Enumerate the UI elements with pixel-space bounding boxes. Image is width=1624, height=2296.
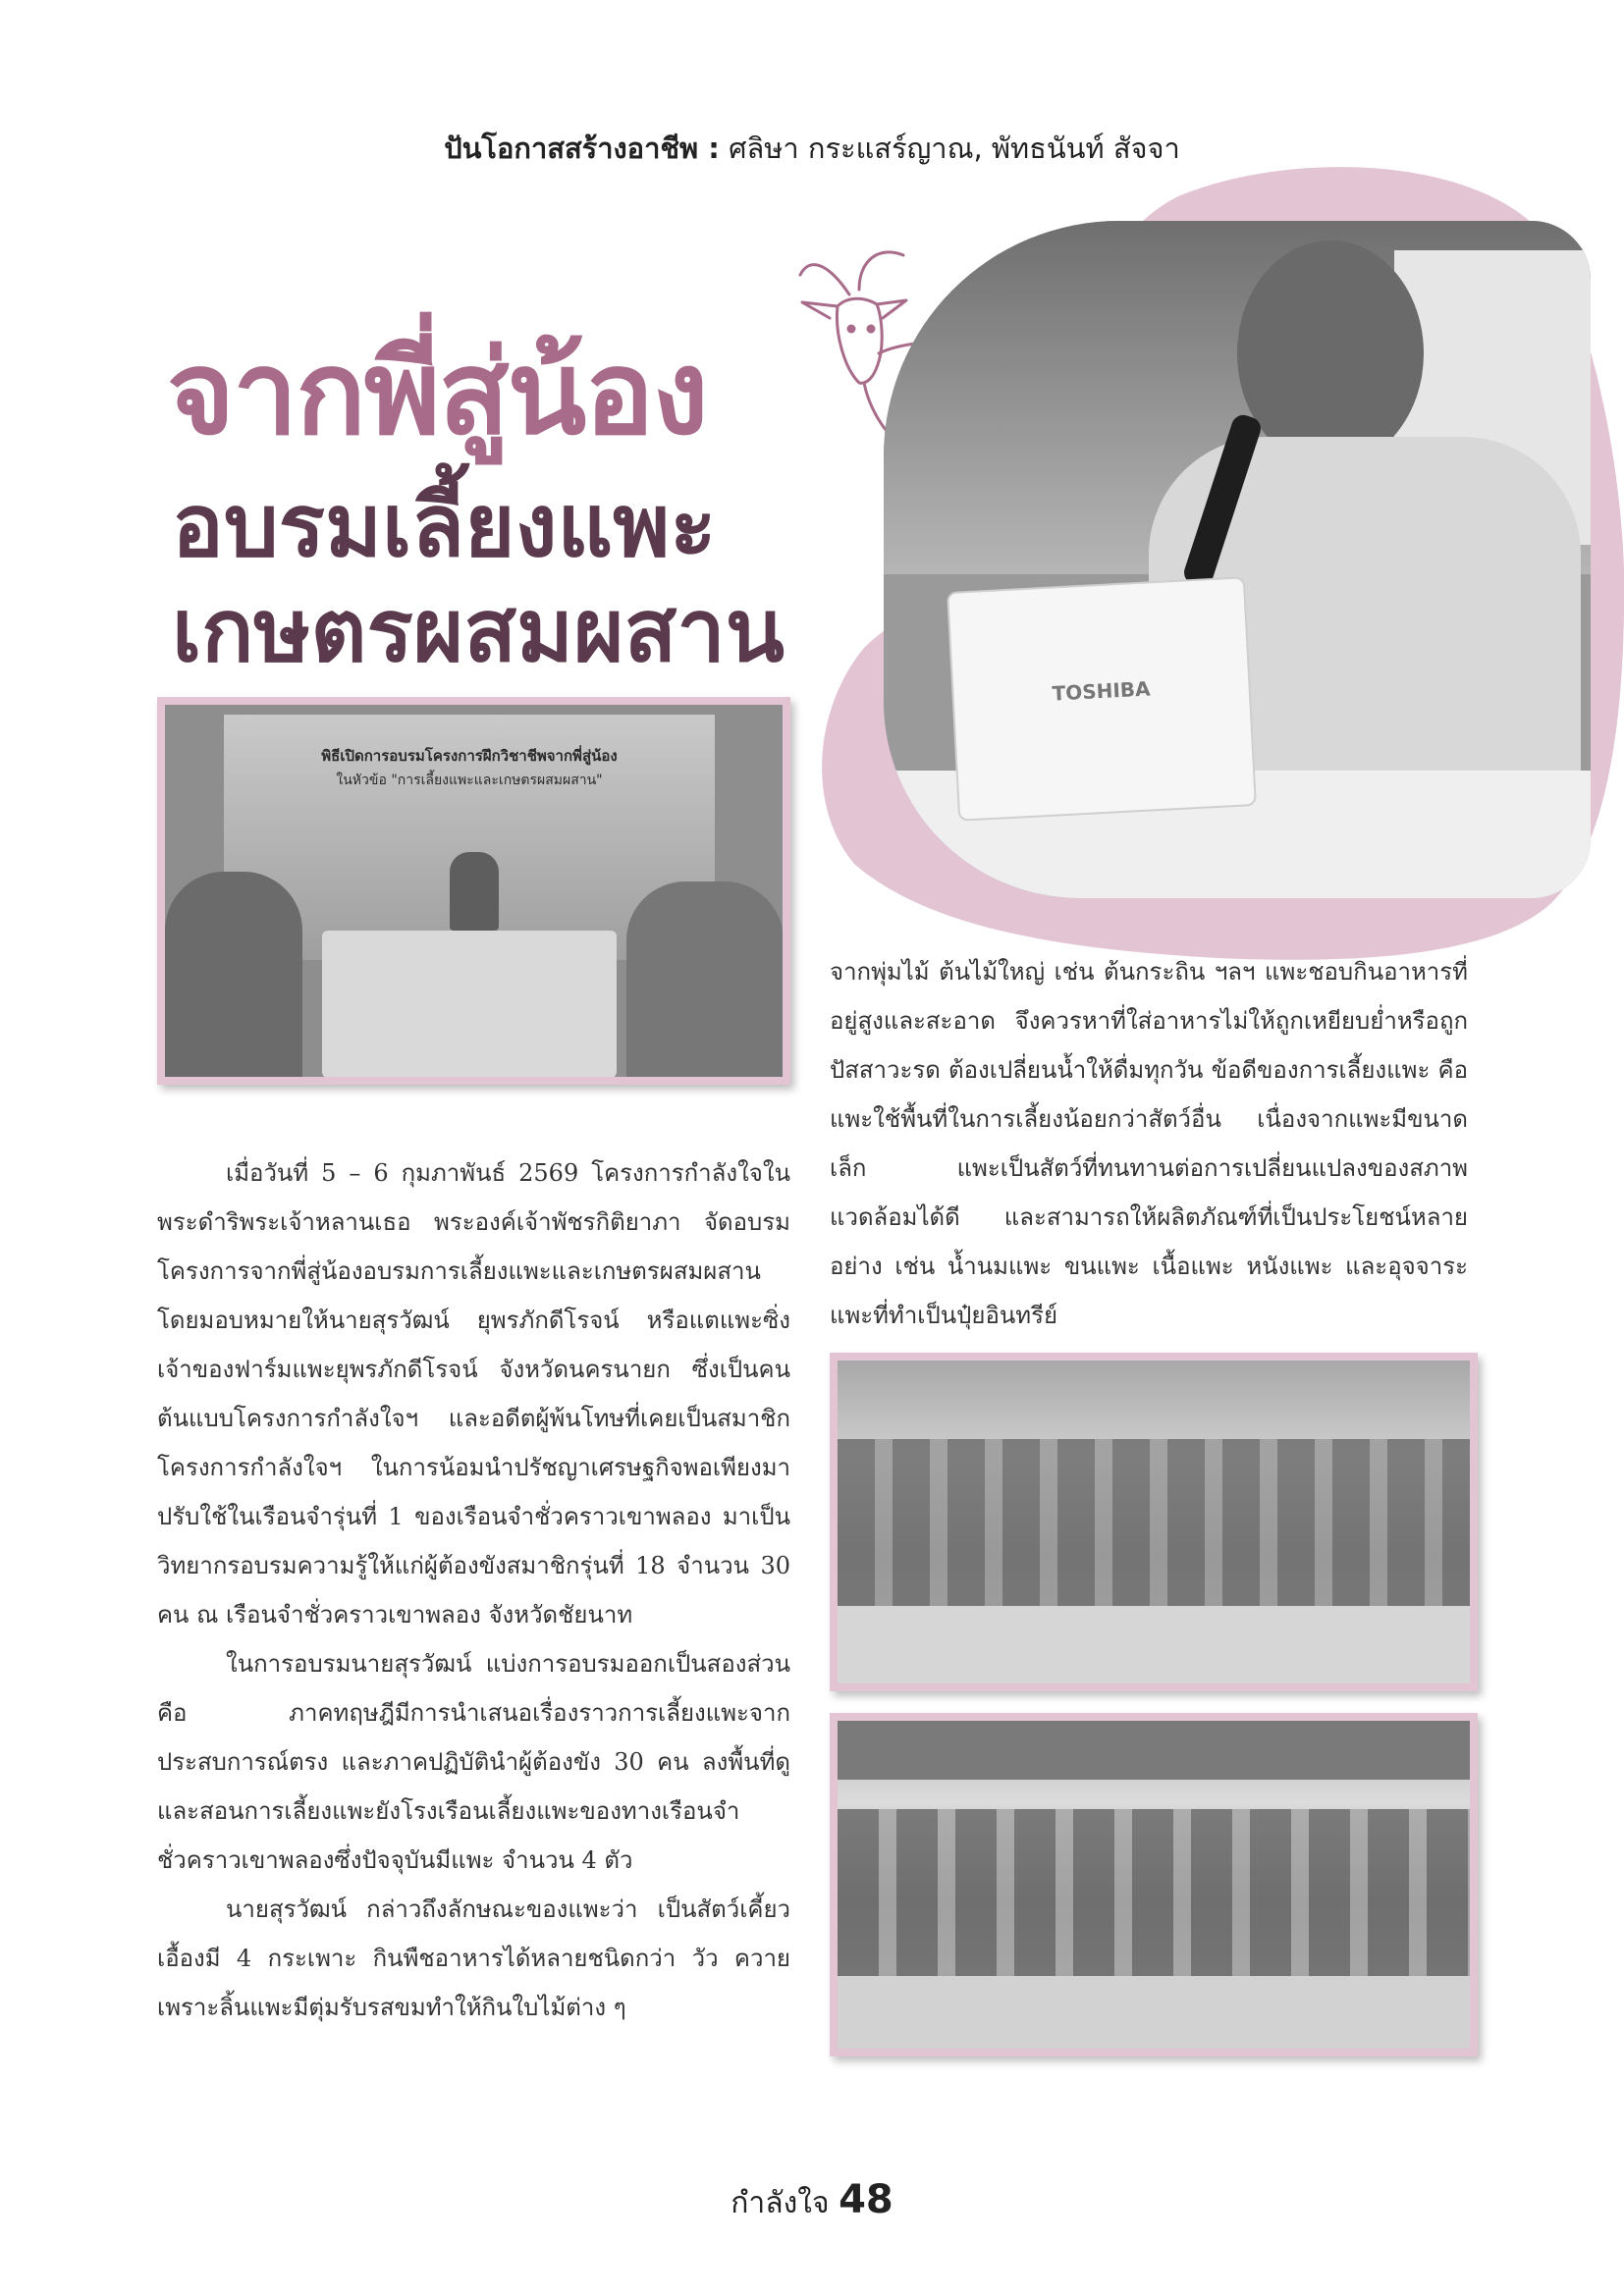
- authors: ศลิษา กระแสร์ญาณ, พัทธนันท์ สัจจา: [729, 132, 1180, 165]
- section-name: ปันโอกาสสร้างอาชีพ :: [444, 132, 720, 165]
- speaker-photo: [884, 221, 1591, 898]
- audience-right: [626, 881, 783, 1077]
- title-line-2: อบรมเลี้ยงแพะ: [172, 475, 717, 576]
- right-column: [830, 947, 1468, 1340]
- paragraph: เมื่อวันที่ 5 – 6 กุมภาพันธ์ 2569 โครงการกำลังใจในพระดำริพระเจ้าหลานเธอ พระองค์เจ้าพัชรกิติยาภา จัดอบรมโครงการจากพี่สู่น้องอบรมการเลี้ยงแพะและเกษตรผสมผสาน โดยมอบหมายให้นายสุรวัฒน์ ยุพรภักดีโรจน์ หรือแตแพะซิ่ง เจ้าของฟาร์มแพะยุพรภักดีโรจน์ จังหวัดนครนายก ซึ่งเป็นคนต้นแบบโครงการกำลังใจฯ และอดีตผู้พ้นโทษที่เคยเป็นสมาชิกโครงการกำลังใจฯ ในการน้อมนำปรัชญาเศรษฐกิจพอเพียงมาปรับใช้ในเรือนจำรุ่นที่ 1 ของเรือนจำชั่วคราวเขาพลอง มาเป็นวิทยากรอบรมความรู้ให้แก่ผู้ต้องขังสมาชิกรุ่นที่ 18 จำนวน 30 คน ณ เรือนจำชั่วคราวเขาพลอง จังหวัดชัยนาท: [157, 1159, 790, 1629]
- laptop: [947, 576, 1257, 822]
- speaker-figure: [450, 852, 499, 931]
- seated-trainees: [838, 1439, 1470, 1606]
- speaker-table: [322, 931, 617, 1077]
- audience-photo-2: [830, 1713, 1478, 2056]
- paragraph: จากพุ่มไม้ ต้นไม้ใหญ่ เช่น ต้นกระถิน ฯลฯ แพะชอบกินอาหารที่อยู่สูงและสะอาด จึงควรหาที่ใส่อาหารไม่ให้ถูกเหยียบย่ำหรือถูกปัสสาวะรด ต้องเปลี่ยนน้ำให้ดื่มทุกวัน ข้อดีของการเลี้ยงแพะ คือ แพะใช้พื้นที่ในการเลี้ยงน้อยกว่าสัตว์อื่น เนื่องจากแพะมีขนาดเล็ก แพะเป็นสัตว์ที่ทนทานต่อการเปลี่ยนแปลงของสภาพแวดล้อมได้ดี และสามารถให้ผลิตภัณฑ์ที่เป็นประโยชน์หลายอย่าง เช่น น้ำนมแพะ ขนแพะ เนื้อแพะ หนังแพะ และอุจจาระแพะที่ทำเป็นปุ๋ยอินทรีย์: [830, 958, 1468, 1329]
- floor: [838, 1606, 1470, 1683]
- speaker-head: [1237, 240, 1424, 466]
- audience-left: [165, 872, 302, 1077]
- ceremony-photo: [157, 697, 790, 1085]
- laptop-brand: TOSHIBA: [1052, 676, 1152, 706]
- floor: [838, 1976, 1470, 2049]
- tent-roof: [838, 1721, 1470, 1780]
- page-footer: [0, 2177, 1624, 2226]
- page-number: 48: [839, 2177, 893, 2222]
- magazine-name: กำลังใจ: [731, 2186, 830, 2220]
- banner-line-1: พิธีเปิดการอบรมโครงการฝึกวิชาชีพจากพี่สู่น้อง: [321, 747, 618, 765]
- title-line-1: จากพี่สู่น้อง: [167, 325, 707, 460]
- left-column: [157, 1148, 790, 2032]
- title-line-3: เกษตรผสมผสาน: [172, 580, 785, 681]
- audience-photo-1: [830, 1353, 1478, 1691]
- paragraph: ในการอบรมนายสุรวัฒน์ แบ่งการอบรมออกเป็นสองส่วน คือ ภาคทฤษฎีมีการนำเสนอเรื่องราวการเลี้ยงแพะจากประสบการณ์ตรง และภาคปฏิบัตินำผู้ต้องขัง 30 คน ลงพื้นที่ดูและสอนการเลี้ยงแพะยังโรงเรือนเลี้ยงแพะของทางเรือนจำชั่วคราวเขาพลองซึ่งปัจจุบันมีแพะ จำนวน 4 ตัว: [157, 1650, 790, 1874]
- seated-trainees: [838, 1809, 1470, 1976]
- banner-line-2: ในหัวข้อ "การเลี้ยงแพะและเกษตรผสมผสาน": [336, 773, 603, 788]
- paragraph: นายสุรวัฒน์ กล่าวถึงลักษณะของแพะว่า เป็นสัตว์เคี้ยวเอื้องมี 4 กระเพาะ กินพืชอาหารได้หลายชนิดกว่า วัว ควาย เพราะลิ้นแพะมีตุ่มรับรสขมทำให้กินใบไม้ต่าง ๆ: [157, 1896, 790, 2021]
